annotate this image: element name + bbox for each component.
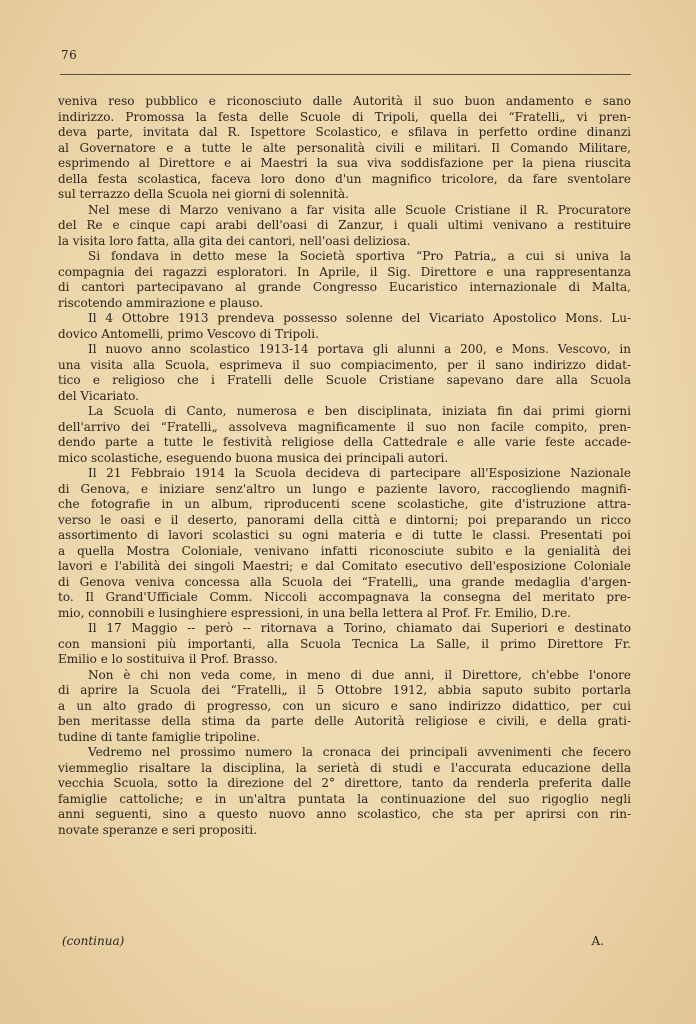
continued-note: (continua)	[62, 934, 125, 948]
text-line: a quella Mostra Coloniale, venivano infatti riconosciute subito e la genialità dei	[58, 543, 631, 558]
text-line: indirizzo. Promossa la festa delle Scuole di Tripoli, quella dei “Fratelli„ vi pren-	[58, 109, 631, 124]
text-line: famiglie cattoliche; e in un'altra puntata la continuazione del suo rigoglio negli	[58, 791, 631, 806]
text-line: Il 17 Maggio -- però -- ritornava a Torino, chiamato dai Superiori e destinato	[88, 621, 631, 635]
paragraph	[58, 249, 631, 311]
text-line: Si fondava in detto mese la Società sportiva “Pro Patria„ a cui si univa la	[88, 249, 631, 263]
text-line: mio, connobili e lusinghiere espressioni, in una bella lettera al Prof. Fr. Emilio, D.re.	[58, 605, 571, 620]
paragraph	[58, 621, 631, 668]
text-line: La Scuola di Canto, numerosa e ben disciplinata, iniziata fin dai primi giorni	[88, 404, 631, 418]
paragraph	[58, 668, 631, 746]
text-line: esprimendo al Direttore e ai Maestri la sua viva soddisfazione per la piena riuscita	[58, 156, 631, 170]
text-line: al Governatore e a tutte le alte personalità civili e militari. Il Comando Militare,	[58, 140, 631, 155]
paragraph	[58, 404, 631, 466]
author-signature: A.	[591, 934, 604, 948]
text-line: riscotendo ammirazione e plauso.	[58, 295, 264, 310]
paragraph	[58, 745, 631, 838]
page-number: 76	[61, 48, 78, 62]
header-rule	[60, 74, 631, 75]
text-line: verso le oasi e il deserto, panorami della città e dintorni; poi preparando un ricco	[58, 512, 631, 527]
text-line: Il nuovo anno scolastico 1913-14 portava gli alunni a 200, e Mons. Vescovo, in	[88, 342, 631, 356]
text-line: compagnia dei ragazzi esploratori. In Aprile, il Sig. Direttore e una rappresentanza	[58, 264, 631, 279]
text-line: vecchia Scuola, sotto la direzione del 2° direttore, tanto da renderla preferita dalle	[58, 776, 631, 790]
text-line: Non è chi non veda come, in meno di due anni, il Direttore, ch'ebbe l'onore	[88, 667, 631, 682]
text-line: viemmeglio risaltare la disciplina, la serietà di studi e l'accurata educazione della	[58, 760, 631, 775]
text-line: del Re e cinque capi arabi dell'oasi di Zanzur, i quali ultimi venivano a restituire	[58, 218, 631, 232]
text-line: di Genova veniva concessa alla Scuola dei “Fratelli„ una grande medaglia d'argen-	[58, 574, 631, 589]
text-line: di cantori partecipavano al grande Congresso Eucaristico internazionale di Malta,	[58, 280, 631, 294]
text-line: mico scolastiche, eseguendo buona musica dei principali autori.	[58, 450, 449, 465]
text-line: Il 21 Febbraio 1914 la Scuola decideva di partecipare all'Esposizione Nazionale	[88, 466, 631, 480]
text-line: con mansioni più importanti, alla Scuola Tecnica La Salle, il primo Direttore Fr.	[58, 636, 631, 651]
text-line: a un alto grado di progresso, con un sicuro e sano indirizzo didattico, per cui	[58, 698, 631, 713]
text-line: Il 4 Ottobre 1913 prendeva possesso solenne del Vicariato Apostolico Mons. Lu-	[88, 311, 631, 325]
text-line: la visita loro fatta, alla gita dei cantori, nell'oasi deliziosa.	[58, 233, 411, 248]
text-line: ben meritasse della stima da parte delle Autorità religiose e civili, e della grati-	[58, 714, 631, 728]
text-line: Emilio e lo sostituiva il Prof. Brasso.	[58, 652, 278, 666]
paragraph	[58, 466, 631, 621]
text-line: sul terrazzo della Scuola nei giorni di solennità.	[58, 187, 349, 201]
text-line: Vedremo nel prossimo numero la cronaca dei principali avvenimenti che fecero	[88, 745, 631, 759]
text-line: della festa scolastica, faceva loro dono d'un magnifico tricolore, da fare sventolare	[58, 171, 631, 186]
text-line: anni seguenti, sino a questo nuovo anno scolastico, che sta per aprirsi con rin-	[58, 807, 631, 821]
paragraph	[58, 94, 631, 203]
text-line: che fotografie in un album, riproducenti scene scolastiche, gite d'istruzione attra-	[58, 497, 631, 511]
text-line: di aprire la Scuola dei “Fratelli„ il 5 Ottobre 1912, abbia saputo subito portarla	[58, 683, 631, 697]
text-line: dendo parte a tutte le festività religiose della Cattedrale e alle varie feste accade-	[58, 435, 631, 449]
text-line: dovico Antomelli, primo Vescovo di Tripoli.	[58, 326, 319, 341]
text-line: tico e religioso che i Fratelli delle Scuole Cristiane sapevano dare alla Scuola	[58, 373, 631, 387]
text-line: Nel mese di Marzo venivano a far visita alle Scuole Cristiane il R. Procuratore	[88, 202, 631, 217]
text-line: lavori e l'abilità dei singoli Maestri; e dal Comitato esecutivo dell'esposizione Coloniale	[58, 559, 631, 573]
text-line: to. Il Grand'Ufficiale Comm. Niccoli accompagnava la consegna del meritato pre-	[58, 590, 631, 604]
paragraph	[58, 342, 631, 404]
article-body	[58, 94, 631, 838]
text-line: novate speranze e seri propositi.	[58, 822, 258, 837]
text-line: una visita alla Scuola, esprimeva il suo compiacimento, per il sano indirizzo didat-	[58, 357, 631, 372]
text-line: tudine di tante famiglie tripoline.	[58, 729, 261, 744]
paragraph	[58, 311, 631, 342]
text-line: di Genova, e iniziare senz'altro un lungo e paziente lavoro, raccogliendo magnifi-	[58, 481, 631, 496]
text-line: veniva reso pubblico e riconosciuto dalle Autorità il suo buon andamento e sano	[58, 94, 631, 108]
text-line: del Vicariato.	[58, 388, 139, 403]
paragraph	[58, 203, 631, 250]
text-line: assortimento di lavori scolastici su ogni materia e di tutte le classi. Presentati poi	[58, 528, 631, 542]
text-line: deva parte, invitata dal R. Ispettore Scolastico, e sfilava in perfetto ordine dinanzi	[58, 125, 631, 139]
text-line: dell'arrivo dei “Fratelli„ assolveva magnificamente il suo non facile compito, pren-	[58, 419, 631, 434]
